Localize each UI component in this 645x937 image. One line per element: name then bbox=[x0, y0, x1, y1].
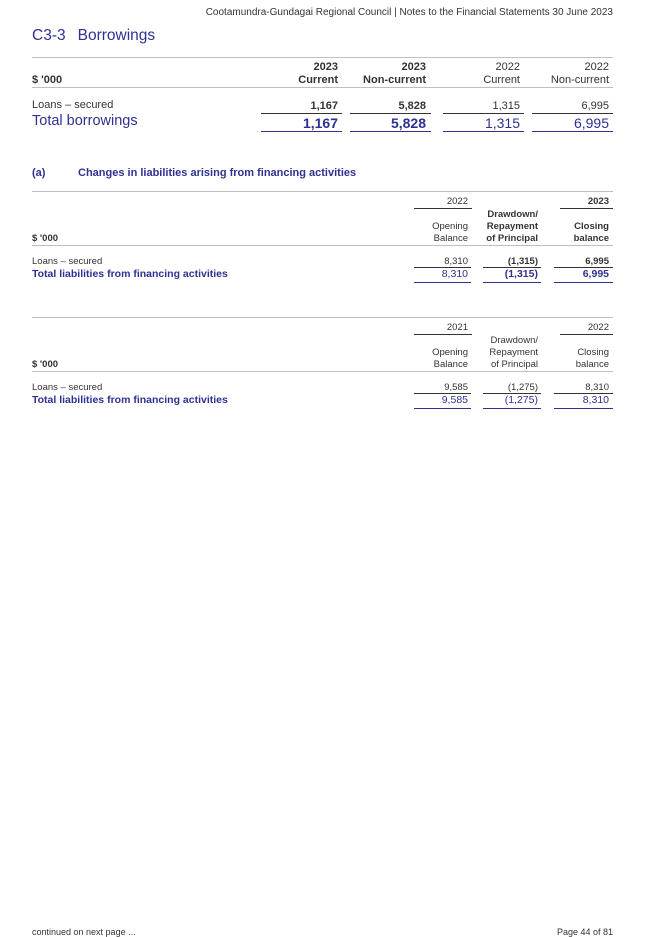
year-open: 2022 bbox=[446, 196, 468, 207]
total-borrowings-2022-current: 1,315 bbox=[484, 115, 520, 131]
unit-label: $ '000 bbox=[32, 359, 59, 370]
loans-opening: 8,310 bbox=[444, 256, 468, 267]
total-underline bbox=[483, 282, 541, 283]
col-header-2022-current-type: Current bbox=[483, 74, 520, 86]
col-header-2022-current-year: 2022 bbox=[495, 61, 520, 73]
total-drawdown: (1,275) bbox=[504, 394, 538, 406]
total-underline bbox=[483, 408, 541, 409]
year-close: 2023 bbox=[587, 196, 609, 207]
total-closing: 8,310 bbox=[582, 394, 609, 406]
loans-drawdown: (1,315) bbox=[507, 256, 538, 267]
total-financing-label: Total liabilities from financing activities bbox=[32, 394, 228, 406]
loans-secured-label: Loans – secured bbox=[32, 382, 103, 393]
borrowings-table bbox=[32, 57, 613, 137]
loans-secured-label: Loans – secured bbox=[32, 99, 114, 111]
total-closing: 6,995 bbox=[582, 268, 609, 280]
unit-label: $ '000 bbox=[32, 74, 63, 86]
year-rule bbox=[560, 208, 613, 209]
year-rule bbox=[414, 208, 472, 209]
loans-secured-label: Loans – secured bbox=[32, 256, 103, 267]
loans-closing: 8,310 bbox=[585, 382, 609, 393]
col-opening-line1: Opening bbox=[432, 221, 468, 232]
col-drawdown-line1: Drawdown/ bbox=[490, 335, 538, 346]
total-borrowings-label: Total borrowings bbox=[32, 113, 138, 129]
changes-table-2022 bbox=[32, 317, 613, 412]
col-opening-line2: Balance bbox=[433, 233, 468, 244]
value-underline bbox=[261, 113, 342, 114]
col-header-2023-noncurrent-year: 2023 bbox=[401, 61, 426, 73]
col-drawdown-line2: Repayment bbox=[486, 221, 538, 232]
total-opening: 9,585 bbox=[441, 394, 468, 406]
total-borrowings-2022-noncurrent: 6,995 bbox=[573, 115, 609, 131]
total-opening: 8,310 bbox=[441, 268, 468, 280]
year-open: 2021 bbox=[446, 322, 468, 333]
section-number: C3-3 bbox=[32, 27, 66, 44]
value-underline bbox=[443, 113, 524, 114]
loans-closing: 6,995 bbox=[585, 256, 609, 267]
section-title bbox=[32, 27, 155, 45]
total-underline bbox=[443, 131, 524, 132]
header-bottom-rule bbox=[32, 245, 613, 246]
total-borrowings-2023-current: 1,167 bbox=[302, 115, 338, 131]
subsection-letter: (a) bbox=[32, 167, 46, 179]
changes-table-2023 bbox=[32, 191, 613, 286]
col-header-2023-current-type: Current bbox=[298, 74, 338, 86]
col-header-2023-current-year: 2023 bbox=[313, 61, 338, 73]
total-underline bbox=[554, 408, 613, 409]
total-underline bbox=[414, 282, 471, 283]
col-drawdown-line2: Repayment bbox=[489, 347, 538, 358]
table-top-rule bbox=[32, 317, 613, 318]
year-rule bbox=[414, 334, 472, 335]
total-financing-label: Total liabilities from financing activities bbox=[32, 268, 228, 280]
loans-secured-2023-noncurrent: 5,828 bbox=[398, 100, 426, 112]
header-bottom-rule bbox=[32, 371, 613, 372]
table-top-rule bbox=[32, 191, 613, 192]
year-close: 2022 bbox=[587, 322, 609, 333]
footer-continued: continued on next page ... bbox=[32, 927, 136, 937]
header-bottom-rule bbox=[32, 87, 613, 88]
col-closing-line2: balance bbox=[573, 233, 609, 244]
col-closing-line1: Closing bbox=[574, 221, 609, 232]
col-header-2023-noncurrent-type: Non-current bbox=[363, 74, 426, 86]
col-opening-line2: Balance bbox=[433, 359, 468, 370]
loans-secured-2022-current: 1,315 bbox=[492, 100, 520, 112]
unit-label: $ '000 bbox=[32, 233, 59, 244]
value-underline bbox=[532, 113, 613, 114]
table-top-rule bbox=[32, 57, 613, 58]
subsection-heading bbox=[32, 167, 356, 179]
footer-page-number: Page 44 of 81 bbox=[556, 927, 613, 937]
col-header-2022-noncurrent-type: Non-current bbox=[550, 74, 609, 86]
col-closing-line2: balance bbox=[575, 359, 609, 370]
total-underline bbox=[350, 131, 431, 132]
total-drawdown: (1,315) bbox=[504, 268, 538, 280]
total-underline bbox=[261, 131, 342, 132]
loans-secured-2023-current: 1,167 bbox=[310, 100, 338, 112]
year-rule bbox=[560, 334, 613, 335]
total-underline bbox=[414, 408, 471, 409]
col-closing-line1: Closing bbox=[577, 347, 609, 358]
total-underline bbox=[532, 131, 613, 132]
loans-opening: 9,585 bbox=[444, 382, 468, 393]
section-title-text: Borrowings bbox=[77, 27, 156, 44]
page-header: Cootamundra-Gundagai Regional Council | Notes to the Financial Statements 30 June 2023 bbox=[205, 7, 613, 18]
col-opening-line1: Opening bbox=[432, 347, 468, 358]
loans-secured-2022-noncurrent: 6,995 bbox=[581, 100, 609, 112]
col-drawdown-line1: Drawdown/ bbox=[487, 209, 538, 220]
col-header-2022-noncurrent-year: 2022 bbox=[584, 61, 609, 73]
total-borrowings-2023-noncurrent: 5,828 bbox=[390, 115, 426, 131]
col-drawdown-line3: of Principal bbox=[491, 359, 538, 370]
value-underline bbox=[350, 113, 431, 114]
subsection-title: Changes in liabilities arising from financing activities bbox=[78, 167, 357, 179]
total-underline bbox=[554, 282, 613, 283]
col-drawdown-line3: of Principal bbox=[486, 233, 538, 244]
loans-drawdown: (1,275) bbox=[507, 382, 538, 393]
